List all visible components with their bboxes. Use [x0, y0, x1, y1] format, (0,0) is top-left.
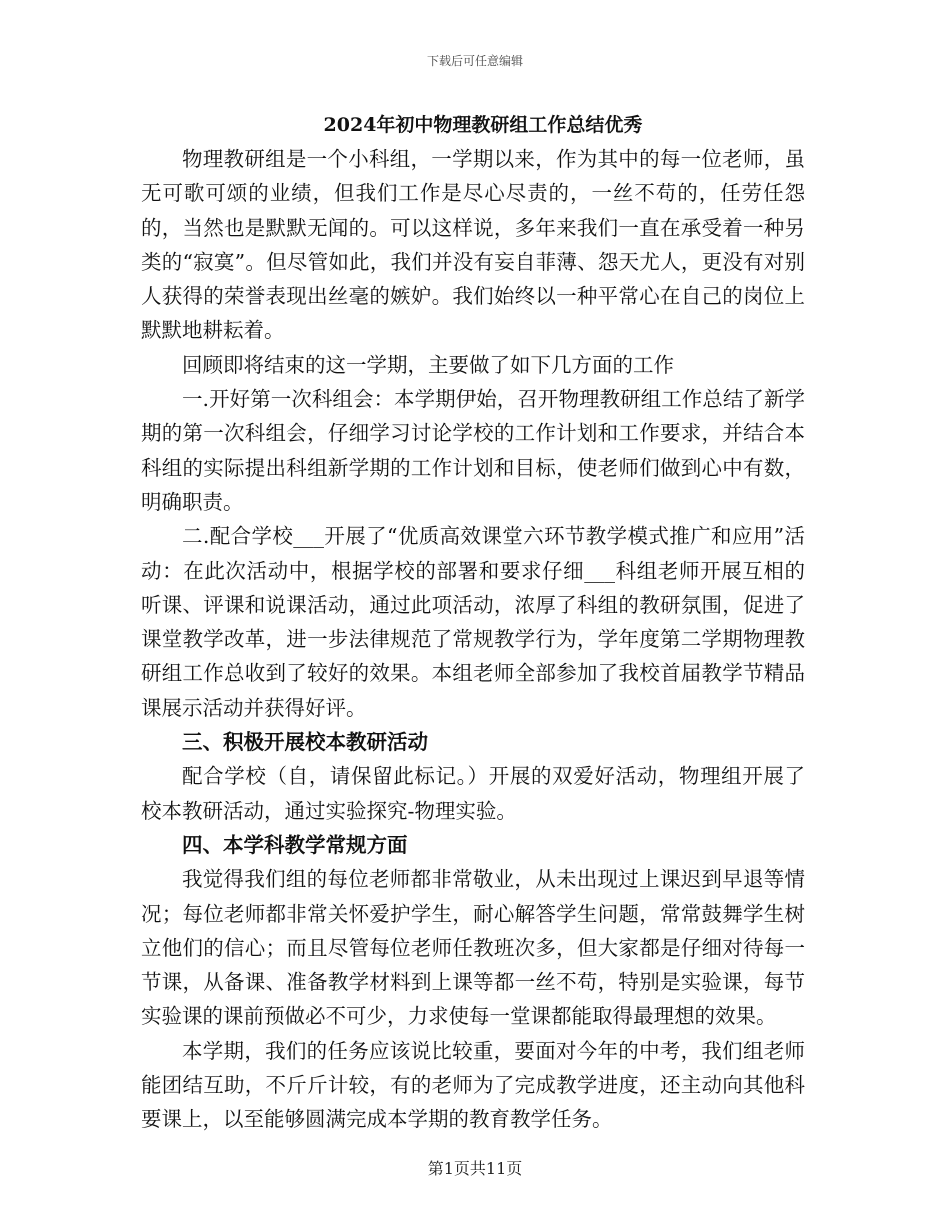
page-footer: 第1页共11页 [427, 1159, 523, 1178]
document-title: 2024年初中物理教研组工作总结优秀 [323, 114, 643, 136]
paragraph-intro: 物理教研组是一个小科组，一学期以来，作为其中的每一位老师，虽无可歌可颂的业绩，但我们工作是尽心尽责的，一丝不苟的，任劳任怨的，当然也是默默无闻的。可以这样说，多年来我们一直在承受着一种另类的“寂寞”。但尽管如此，我们并没有妄自菲薄、怨天尤人，更没有对别人获得的荣誉表现出丝毫的嫉妒。我们始终以一种平常心在自己的岗位上默默地耕耘着。 [141, 147, 805, 343]
document-body [141, 110, 805, 1137]
paragraph-review: 回顾即将结束的这一学期，主要做了如下几方面的工作 [182, 352, 674, 377]
paragraph-section-3: 配合学校（自，请保留此标记。）开展的双爱好活动，物理组开展了校本教研活动，通过实验探究-物理实验。 [141, 764, 805, 823]
paragraph-item-2: 二.配合学校___开展了“优质高效课堂六环节教学模式推广和应用”活动：在此次活动中，根据学校的部署和要求仔细___科组老师开展互相的听课、评课和说课活动，通过此项活动，浓厚了科组的教研氛围，促进了课堂教学改革，进一步法律规范了常规教学行为，学年度第二学期物理教研组工作总收到了较好的效果。本组老师全部参加了我校首届教学节精品课展示活动并获得好评。 [141, 524, 805, 720]
paragraph-semester: 本学期，我们的任务应该说比较重，要面对今年的中考，我们组老师能团结互助，不斤斤计较，有的老师为了完成教学进度，还主动向其他科要课上，以至能够圆满完成本学期的教育教学任务。 [141, 1038, 805, 1132]
section-heading-4: 四、本学科教学常规方面 [182, 832, 408, 857]
paragraph-section-4: 我觉得我们组的每位老师都非常敬业，从未出现过上课迟到早退等情况；每位老师都非常关怀爱护学生，耐心解答学生问题，常常鼓舞学生树立他们的信心；而且尽管每位老师任教班次多，但大家都是仔细对待每一节课，从备课、准备教学材料到上课等都一丝不苟，特别是实验课，每节实验课的课前预做必不可少，力求使每一堂课都能取得最理想的效果。 [141, 867, 805, 1029]
section-heading-3: 三、积极开展校本教研活动 [182, 730, 428, 755]
paragraph-item-1: 一.开好第一次科组会：本学期伊始，召开物理教研组工作总结了新学期的第一次科组会，仔细学习讨论学校的工作计划和工作要求，并结合本科组的实际提出科组新学期的工作计划和目标，使老师们做到心中有数，明确职责。 [141, 387, 805, 514]
header-note: 下载后可任意编辑 [426, 54, 523, 68]
